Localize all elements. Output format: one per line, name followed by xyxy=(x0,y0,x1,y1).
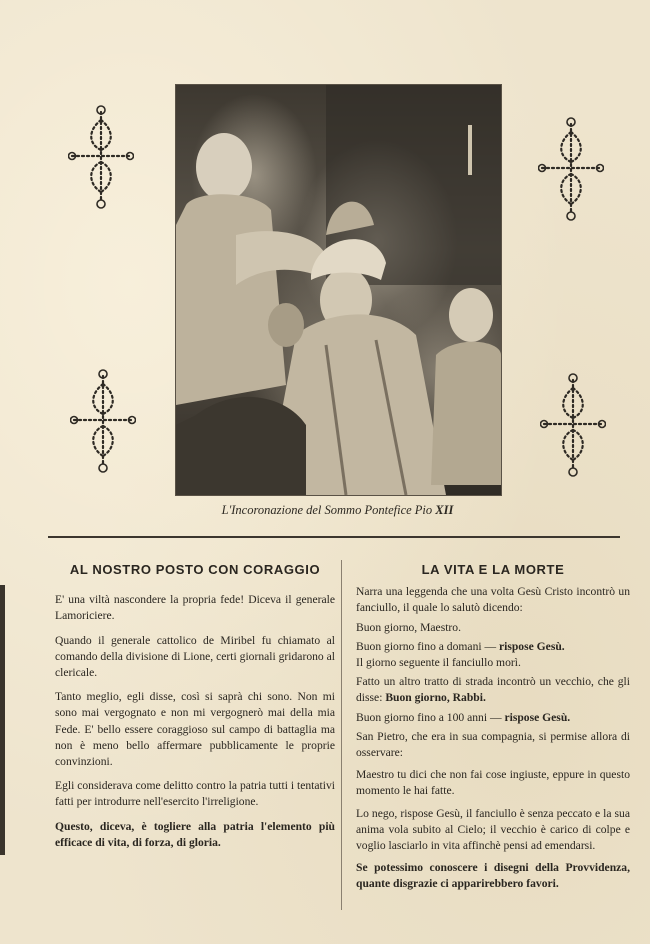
right-reply-child xyxy=(356,639,630,671)
reply-child-bold: rispose Gesù. xyxy=(498,639,565,653)
reply-old-bold: rispose Gesù. xyxy=(504,710,571,724)
right-article xyxy=(356,562,630,896)
right-explanation: Lo nego, rispose Gesù, il fanciullo è senza peccato e la sua anima vola subito al Cielo; il vecchio è carico di colpe e voglio lasciarlo in vita affinchè pensi ad emendarsi. xyxy=(356,806,630,853)
reply-child-text: Buon giorno fino a domani — xyxy=(356,639,497,653)
coronation-photograph xyxy=(175,84,502,496)
right-old-man xyxy=(356,674,630,706)
ornament-cross-top-right-icon xyxy=(538,116,604,226)
right-peter-quote: Maestro tu dici che non fai cose ingiuste, eppure in questo momento le hai fatte. xyxy=(356,768,630,798)
section-divider xyxy=(48,536,620,538)
old-man-bold: Buon giorno, Rabbi. xyxy=(385,691,486,705)
left-paragraph: Tanto meglio, egli disse, così si saprà chi sono. Non mi sono mai vergognato e non mi vergognerò mai della mia Fede. E' bello essere coraggioso sul campo di battaglia ma non è meno bello affermare pubblicamente le proprie convinzioni. xyxy=(55,690,335,769)
child-died-text: Il giorno seguente il fanciullo morì. xyxy=(356,656,521,670)
left-article xyxy=(55,562,335,859)
caption-text: L'Incoronazione del Sommo Pontefice Pio xyxy=(221,503,433,517)
photo-caption xyxy=(150,503,525,518)
right-greeting-child: Buon giorno, Maestro. xyxy=(356,620,461,634)
reply-old-text: Buon giorno fino a 100 anni — xyxy=(356,710,502,724)
right-reply-old xyxy=(356,710,630,726)
ornament-cross-bottom-right-icon xyxy=(540,372,606,482)
ornament-cross-bottom-left-icon xyxy=(70,368,136,478)
caption-numeral: XII xyxy=(435,503,454,517)
left-paragraph: Quando il generale cattolico de Miribel fu chiamato al comando della divisione di Lione, certi giornali gridarono al clericale. xyxy=(55,633,335,680)
old-man-text: Fatto un altro tratto di strada incontrò un vecchio, che gli disse: xyxy=(356,675,630,705)
left-article-title: AL NOSTRO POSTO CON CORAGGIO xyxy=(69,562,321,577)
left-paragraph: Egli considerava come delitto contro la patria tutti i tentativi fatti per introdurre nell'esercito l'irreligione. xyxy=(55,779,335,809)
binding-edge xyxy=(0,585,5,855)
column-divider xyxy=(341,560,342,910)
right-peter: San Pietro, che era in sua compagnia, si permise allora di osservare: xyxy=(356,729,630,760)
left-closing-paragraph: Questo, diceva, è togliere alla patria l'elemento più efficace di vita, di forza, di gloria. xyxy=(55,819,335,849)
left-paragraph: E' una viltà nascondere la propria fede! Diceva il generale Lamoriciere. xyxy=(55,593,335,623)
right-article-title: LA VITA E LA MORTE xyxy=(421,562,565,577)
right-intro: Narra una leggenda che una volta Gesù Cristo incontrò un fanciullo, il quale lo salutò dicendo: xyxy=(356,585,630,615)
right-closing: Se potessimo conoscere i disegni della Provvidenza, quante disgrazie ci apparirebbero favori. xyxy=(356,861,630,891)
ornament-cross-top-left-icon xyxy=(68,104,134,214)
